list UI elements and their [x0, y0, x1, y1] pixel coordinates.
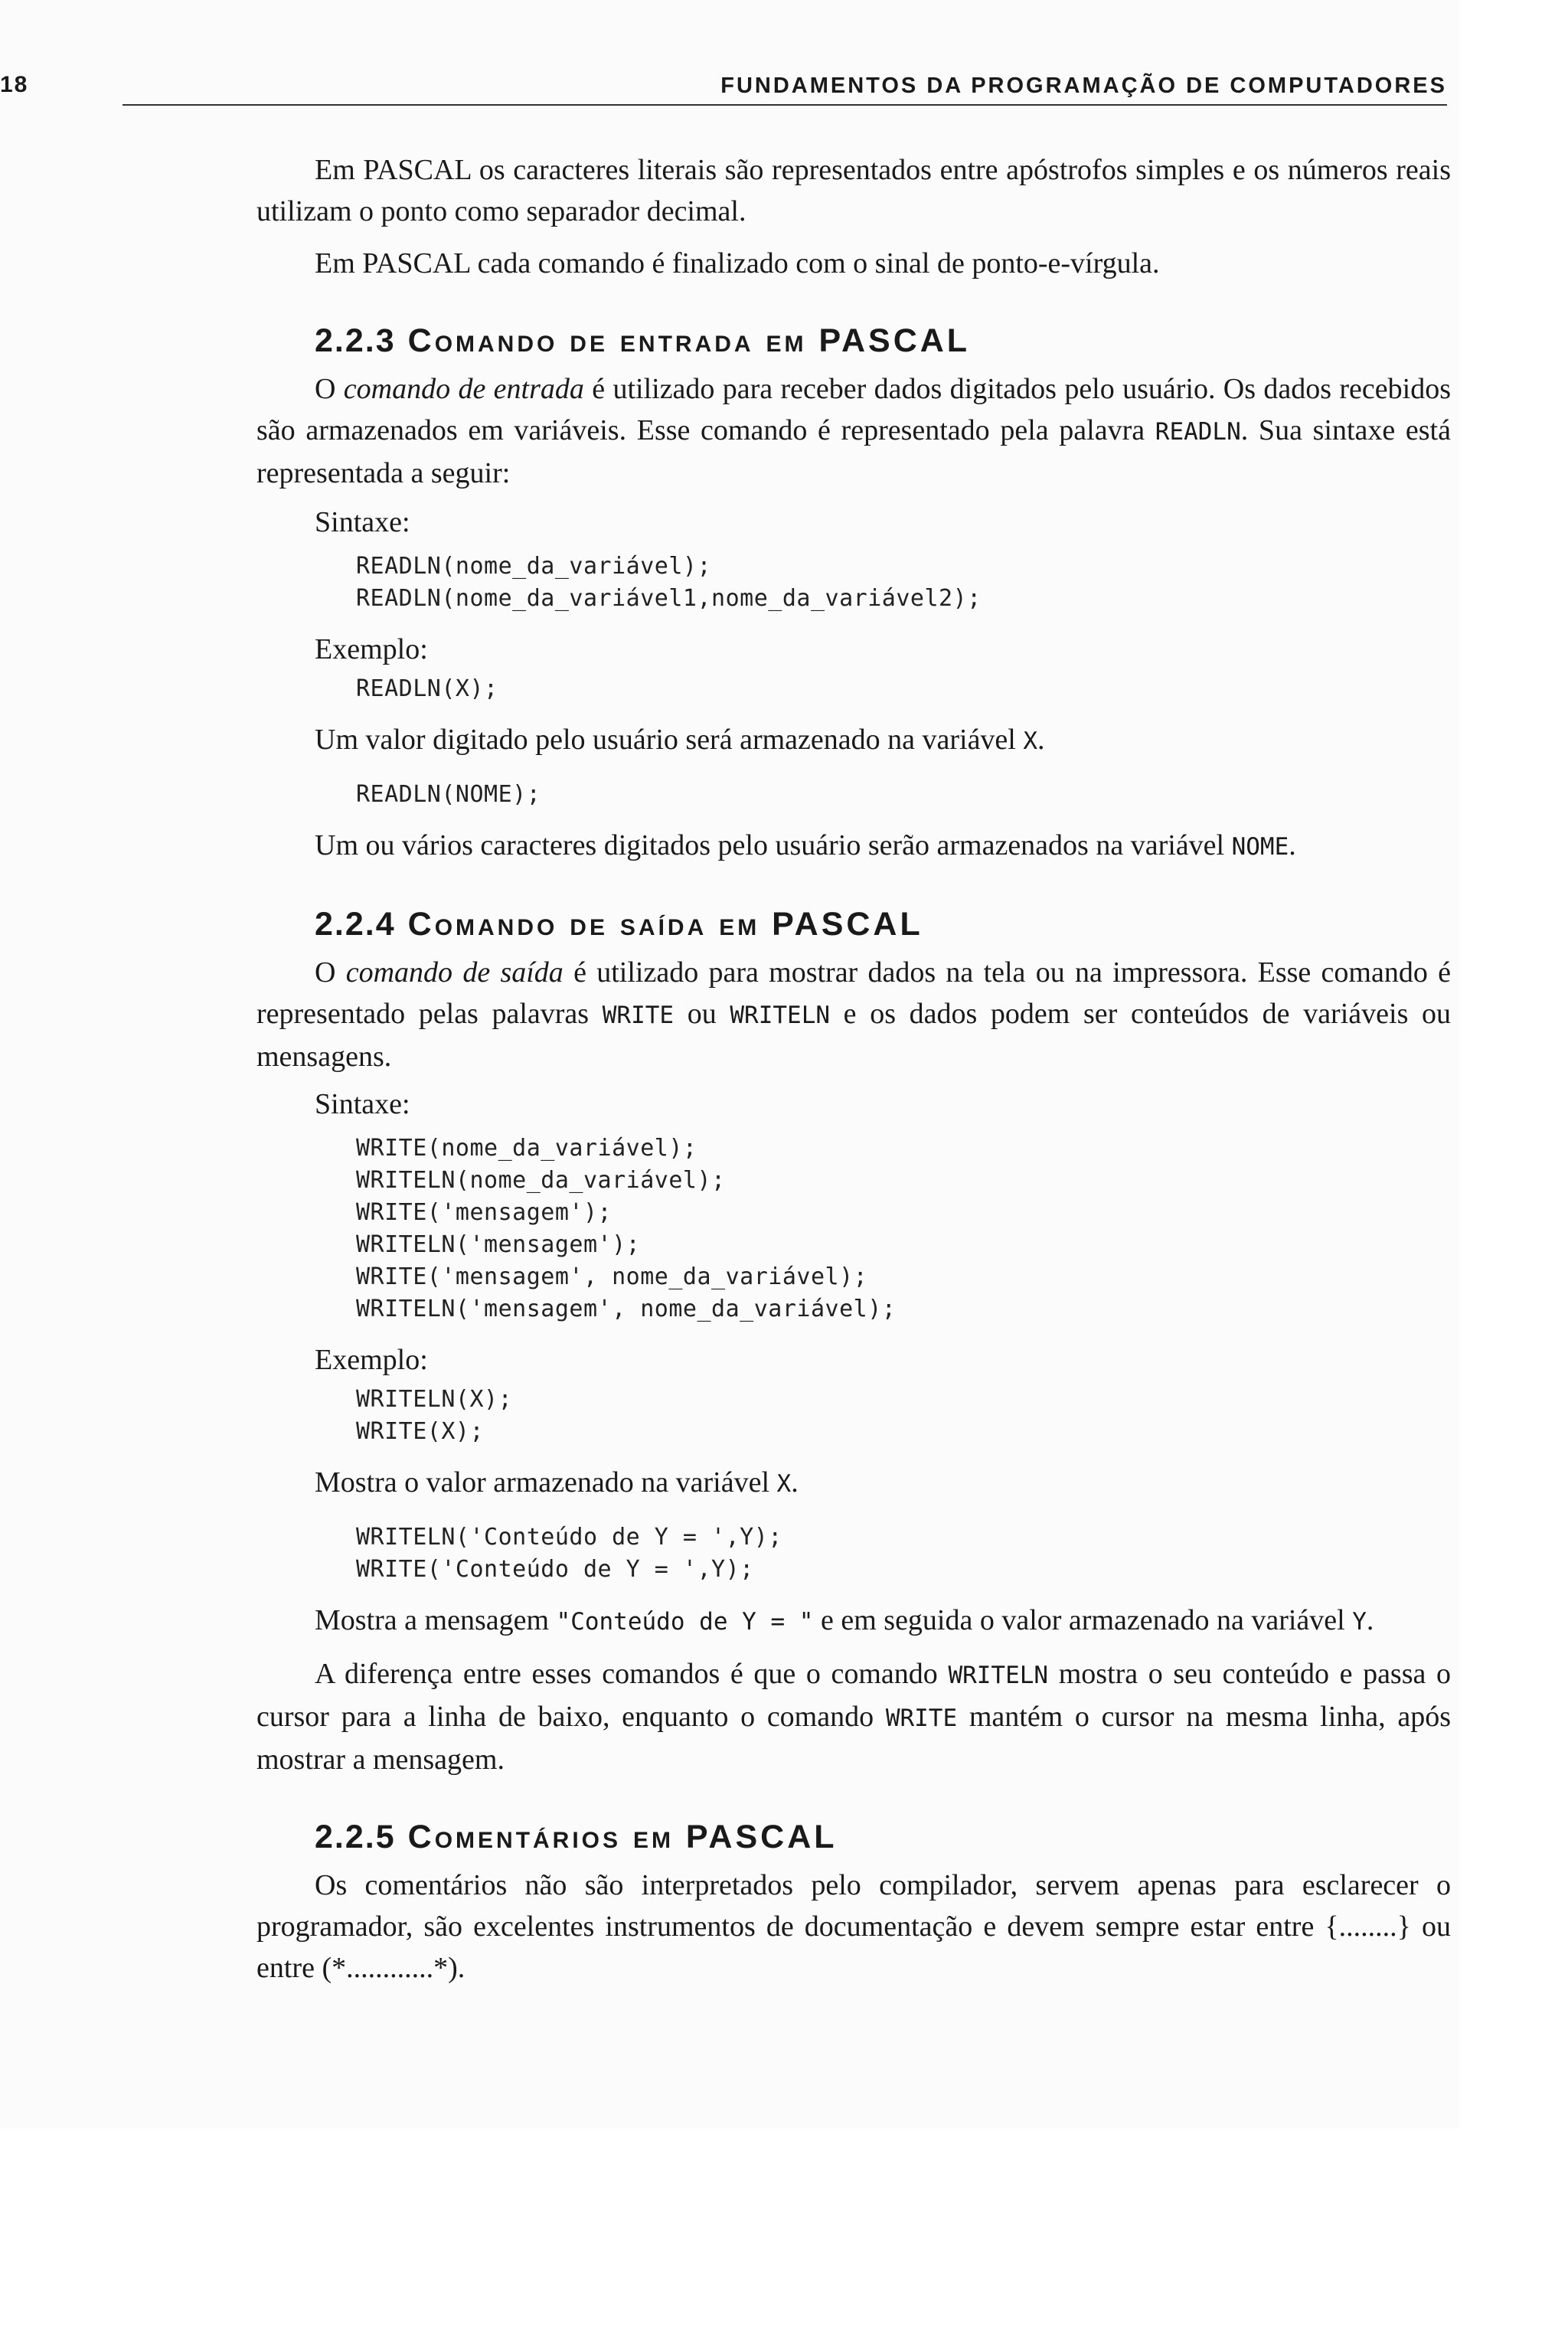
text-run: .	[1289, 829, 1296, 861]
code-line: WRITELN('Conteúdo de Y = ',Y);	[356, 1524, 782, 1551]
intro-paragraph-1: Em PASCAL os caracteres literais são representados entre apóstrofos simples e os números reais utilizam o ponto como separador decimal.	[256, 154, 1451, 227]
text-run: ou	[674, 998, 730, 1030]
text-run: Um valor digitado pelo usuário será armazenado na variável	[315, 724, 1024, 756]
code-line: READLN(NOME);	[356, 781, 541, 808]
section-title: Comando de saída em PASCAL	[407, 906, 923, 943]
emphasis-term: comando de saída	[345, 956, 564, 989]
header-rule	[122, 104, 1447, 106]
syntax-label: Sintaxe:	[315, 1088, 410, 1120]
inline-code: X	[776, 1470, 792, 1498]
readln-example-2-explanation	[256, 825, 1451, 868]
text-run: e os dados podem ser conteúdos de variáveis ou mensagens.	[256, 998, 1451, 1073]
code-line: WRITE(X);	[356, 1418, 485, 1445]
section-heading-2-2-3	[256, 319, 1451, 362]
text-run: .	[791, 1466, 799, 1499]
code-line: WRITELN(X);	[356, 1386, 513, 1413]
code-line: WRITE('mensagem');	[356, 1199, 612, 1226]
code-line: WRITE('mensagem', nome_da_variável);	[356, 1263, 868, 1290]
page-number: 18	[0, 72, 29, 97]
text-run: .	[1037, 724, 1045, 756]
section-title: Comentários em PASCAL	[407, 1819, 838, 1855]
readln-syntax-code	[256, 551, 1451, 615]
text-run: A diferença entre esses comandos é que o comando	[315, 1658, 949, 1690]
readln-example-code-2	[256, 779, 1451, 811]
inline-code: WRITELN	[948, 1662, 1049, 1689]
section-title: Comando de entrada em PASCAL	[407, 322, 971, 359]
syntax-label: Sintaxe:	[315, 506, 410, 538]
code-line: WRITELN(nome_da_variável);	[356, 1167, 726, 1194]
code-line: READLN(X);	[356, 675, 498, 702]
code-line: WRITELN('mensagem', nome_da_variável);	[356, 1296, 897, 1322]
example-label: Exemplo:	[315, 633, 428, 665]
text-run: é utilizado para mostrar dados na tela ou na impressora. Esse comando é representado pelas palavras	[256, 956, 1451, 1030]
write-example-code-2	[256, 1522, 1451, 1586]
text-run: e em seguida o valor armazenado na variável	[813, 1604, 1353, 1636]
text-run: Mostra o valor armazenado na variável	[315, 1466, 777, 1499]
comments-paragraph: Os comentários não são interpretados pelo compilador, servem apenas para esclarecer o programador, são excelentes instrumentos de documentação e devem sempre estar entre {........} ou entre (*............*).	[256, 1869, 1451, 1984]
section-heading-2-2-4	[256, 903, 1451, 946]
section-number: 2.2.3	[315, 322, 396, 359]
text-run: mantém o cursor na mesma linha, após mostrar a mensagem.	[256, 1701, 1451, 1776]
write-example-code-1	[256, 1384, 1451, 1448]
section-heading-2-2-5	[256, 1816, 1451, 1858]
code-line: WRITE(nome_da_variável);	[356, 1135, 697, 1162]
running-header	[0, 67, 1447, 106]
section-number: 2.2.4	[315, 906, 396, 943]
running-title: FUNDAMENTOS DA PROGRAMAÇÃO DE COMPUTADORES	[720, 74, 1447, 98]
intro-paragraph-2: Em PASCAL cada comando é finalizado com o sinal de ponto-e-vírgula.	[315, 247, 1160, 279]
section-number: 2.2.5	[315, 1819, 396, 1855]
code-line: WRITELN('mensagem');	[356, 1231, 641, 1258]
text-run: é utilizado para receber dados digitados pelo usuário. Os dados recebidos são armazenados em variáveis. Esse comando é representado pela palavra	[256, 373, 1451, 446]
example-label: Exemplo:	[315, 1344, 428, 1376]
inline-code: NOME	[1231, 833, 1289, 861]
inline-code: Y	[1352, 1608, 1367, 1636]
text-run: O	[315, 373, 344, 405]
output-command-paragraph	[256, 952, 1451, 1077]
text-run: .	[1366, 1604, 1374, 1636]
inline-code: "Conteúdo de Y = "	[556, 1608, 814, 1636]
inline-code: READLN	[1155, 418, 1241, 446]
inline-code: WRITE	[885, 1705, 958, 1732]
input-command-paragraph	[256, 368, 1451, 494]
readln-example-code-1	[256, 673, 1451, 705]
write-example-1-explanation	[256, 1462, 1451, 1505]
emphasis-term: comando de entrada	[343, 373, 584, 405]
text-run: O	[315, 956, 346, 989]
page-body	[256, 149, 1451, 1989]
text-run: . Sua sintaxe está representada a seguir:	[256, 414, 1451, 489]
write-example-2-explanation	[256, 1600, 1451, 1642]
inline-code: WRITELN	[730, 1002, 831, 1029]
text-run: mostra o seu conteúdo e passa o cursor para a linha de baixo, enquanto o comando	[256, 1658, 1451, 1733]
text-run: Um ou vários caracteres digitados pelo usuário serão armazenados na variável	[315, 829, 1232, 861]
code-line: WRITE('Conteúdo de Y = ',Y);	[356, 1556, 754, 1583]
code-line: READLN(nome_da_variável);	[356, 553, 712, 580]
inline-code: X	[1023, 727, 1038, 755]
code-line: READLN(nome_da_variável1,nome_da_variável2);	[356, 585, 982, 612]
text-run: Mostra a mensagem	[315, 1604, 557, 1636]
inline-code: WRITE	[602, 1002, 675, 1029]
write-syntax-code	[256, 1133, 1451, 1325]
readln-example-1-explanation	[256, 719, 1451, 762]
write-vs-writeln-paragraph	[256, 1653, 1451, 1780]
